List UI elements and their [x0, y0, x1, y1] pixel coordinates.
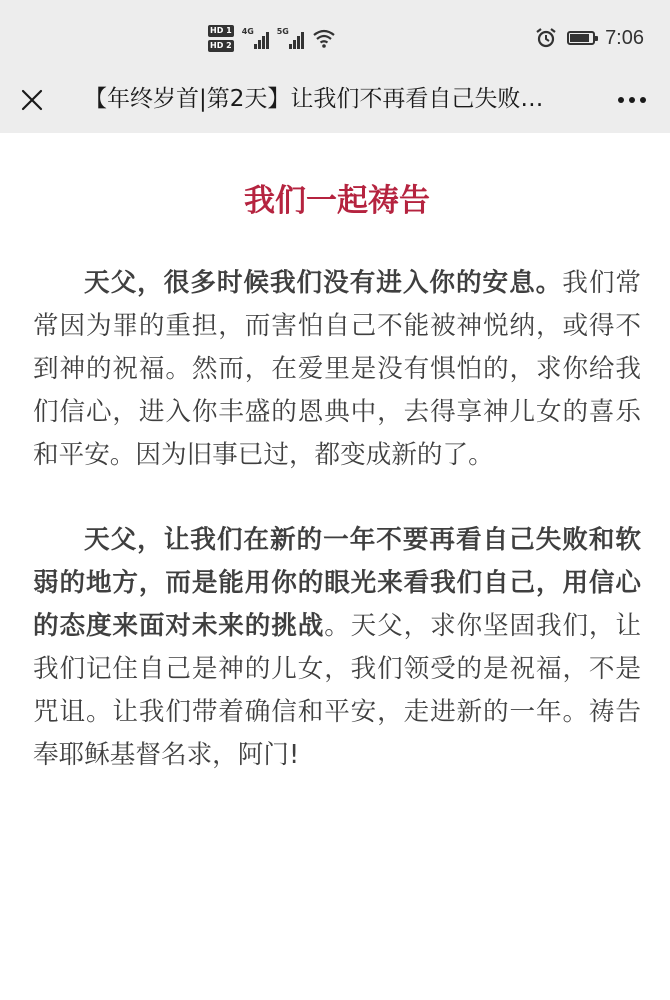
more-icon	[629, 97, 635, 103]
status-left	[208, 20, 336, 56]
network-2-label: 5G	[276, 27, 289, 36]
close-icon	[21, 89, 43, 111]
article-body	[33, 133, 641, 777]
more-button[interactable]	[610, 80, 654, 120]
status-bar	[0, 0, 670, 68]
status-right	[535, 22, 644, 54]
status-time: 7:06	[605, 26, 644, 49]
more-icon	[640, 97, 646, 103]
paragraph-text: 我们常常因为罪的重担，而害怕自己不能被神悦纳，或得不到神的祝福。然而，在爱里是没有惧怕的，求你给我们信心，进入你丰盛的恩典中，去得享神儿女的喜乐和平安。因为旧事已过，都变成新的了。	[33, 268, 641, 470]
article-heading: 我们一起祷告	[244, 183, 430, 219]
signal-icon	[242, 27, 269, 49]
signal-icon	[277, 27, 304, 49]
alarm-icon	[535, 27, 557, 49]
close-button[interactable]	[12, 80, 52, 120]
hd-icon	[208, 25, 234, 52]
sim-1-label: HD 1	[210, 25, 232, 35]
page-title: 【年终岁首|第2天】让我们不再看自己失败…	[84, 86, 544, 112]
paragraph-text: 。天父，求你坚固我们，让我们记住自己是神的儿女，我们领受的是祝福，不是咒诅。让我们带着确信和平安，走进新的一年。祷告奉耶稣基督名求，阿门!	[33, 611, 641, 770]
network-1-label: 4G	[241, 27, 254, 36]
prayer-paragraph	[33, 262, 641, 477]
prayer-paragraph	[33, 519, 641, 777]
paragraph-bold-text: 天父，很多时候我们没有进入你的安息。	[84, 268, 563, 298]
top-bar	[0, 0, 670, 133]
wifi-icon	[312, 28, 336, 48]
nav-bar	[0, 68, 670, 133]
sim-2-label: HD 2	[210, 40, 232, 50]
paragraph-bold-text: 天父，让我们在新的一年不要再看自己失败和软弱的地方，而是能用你的眼光来看我们自己，用信心的态度来面对未来的挑战	[33, 525, 641, 641]
battery-icon	[567, 31, 595, 45]
more-icon	[618, 97, 624, 103]
